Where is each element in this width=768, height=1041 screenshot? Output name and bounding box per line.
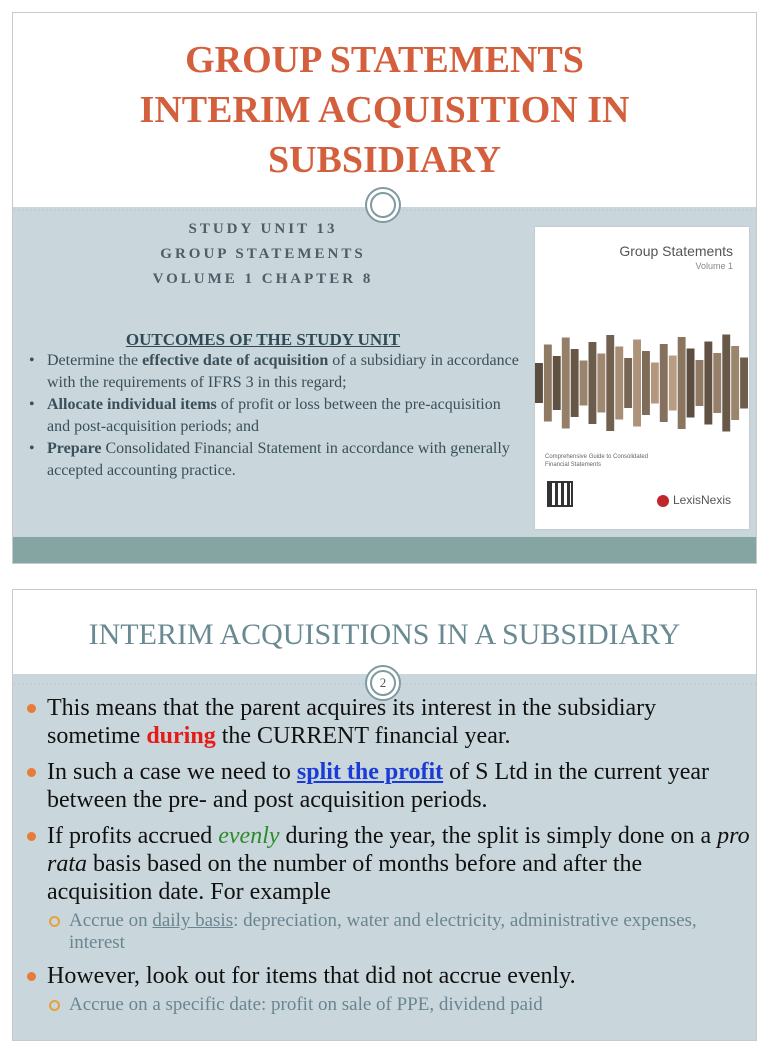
bullet-icon: • [29,352,35,369]
publisher-name: LexisNexis [672,493,731,507]
divider-circle-icon [365,187,401,223]
point-text: If profits accrued [47,823,219,849]
book-title: Group Statements [619,243,733,259]
sub-text: Accrue on [69,910,153,931]
title-line-1: GROUP STATEMENTS [185,39,584,81]
sub-text: : depreciation, water and electricity, administrative expenses, interest [69,910,697,953]
book-bars-graphic [535,323,749,443]
bullet-icon: • [29,396,35,413]
bullet-icon [27,768,36,777]
underlined-daily-basis: daily basis [152,910,234,931]
point-text: of S Ltd in the current year between the pre- and post acquisition periods. [47,759,710,813]
outcome-text: of a subsidiary in accordance with the requirements of IFRS 3 in this regard; [47,352,519,391]
study-group-line: GROUP STATEMENTS [160,246,366,262]
slide-1-title [13,35,756,185]
title-line-3: SUBSIDIARY [267,139,502,181]
emphasis-during: during [146,723,216,749]
outcomes-heading: OUTCOMES OF THE STUDY UNIT [125,330,401,349]
lexisnexis-logo-icon [657,495,669,507]
bullet-icon [27,972,36,981]
list-item [27,694,752,750]
outcome-bold: effective date of acquisition [142,352,329,369]
sub-list-item [47,910,752,954]
point-text: In such a case we need to [47,759,297,785]
split-the-profit-link[interactable]: split the profit [296,759,444,785]
slide-2 [12,589,757,1041]
study-unit-line: STUDY UNIT 13 [188,221,338,237]
list-item [27,822,752,954]
page-number: 2 [379,675,387,690]
book-volume: Volume 1 [695,261,733,271]
outcome-bold: Prepare [47,440,102,457]
list-item [27,758,752,814]
bullet-icon [27,832,36,841]
outcome-bold: Allocate individual items [47,396,217,413]
point-text: This means that the parent acquires its interest in the subsidiary sometime [47,695,657,749]
slide-2-title: INTERIM ACQUISITIONS IN A SUBSIDIARY [88,618,681,651]
outcome-text: Consolidated Financial Statement in accordance with generally accepted accounting practice. [47,440,510,479]
publisher-logo [657,493,731,507]
outcome-item [25,350,520,394]
qr-code-icon [547,481,573,507]
outcomes-list [25,350,520,482]
bullet-list [27,694,752,1024]
title-line-2: INTERIM ACQUISITION IN [139,89,630,131]
sub-list [47,994,752,1016]
point-text: basis based on the number of months before and after the acquisition date. For example [47,851,643,905]
bullet-icon [27,704,36,713]
sub-text: Accrue on a specific date: profit on sale of PPE, dividend paid [69,994,543,1015]
sub-list-item [47,994,752,1016]
outcome-text: of profit or loss between the pre-acquisition and post-acquisition periods; and [47,396,501,435]
book-cover-image [535,227,749,529]
slide-1-title-area [13,13,756,207]
page-number-circle [365,665,401,701]
outcome-item [25,438,520,482]
book-subtitle: Comprehensive Guide to Consolidated Financial Statements [545,454,649,468]
ring-bullet-icon [49,916,60,927]
list-item [27,962,752,1016]
bullet-icon: • [29,440,35,457]
point-text: during the year, the split is simply done on a [279,823,718,849]
outcome-text: Determine the [47,352,143,369]
ring-bullet-icon [49,1000,60,1011]
sub-list [47,910,752,954]
emphasis-pro-rata: pro rata [47,823,750,877]
emphasis-evenly: evenly [218,823,280,849]
point-text: the CURRENT financial year. [215,723,511,749]
outcome-item [25,394,520,438]
point-text: However, look out for items that did not accrue evenly. [47,963,576,989]
slide-1 [12,12,757,564]
slide-2-title-area [13,590,756,674]
study-volume-line: VOLUME 1 CHAPTER 8 [152,271,374,287]
bottom-band [13,537,756,563]
